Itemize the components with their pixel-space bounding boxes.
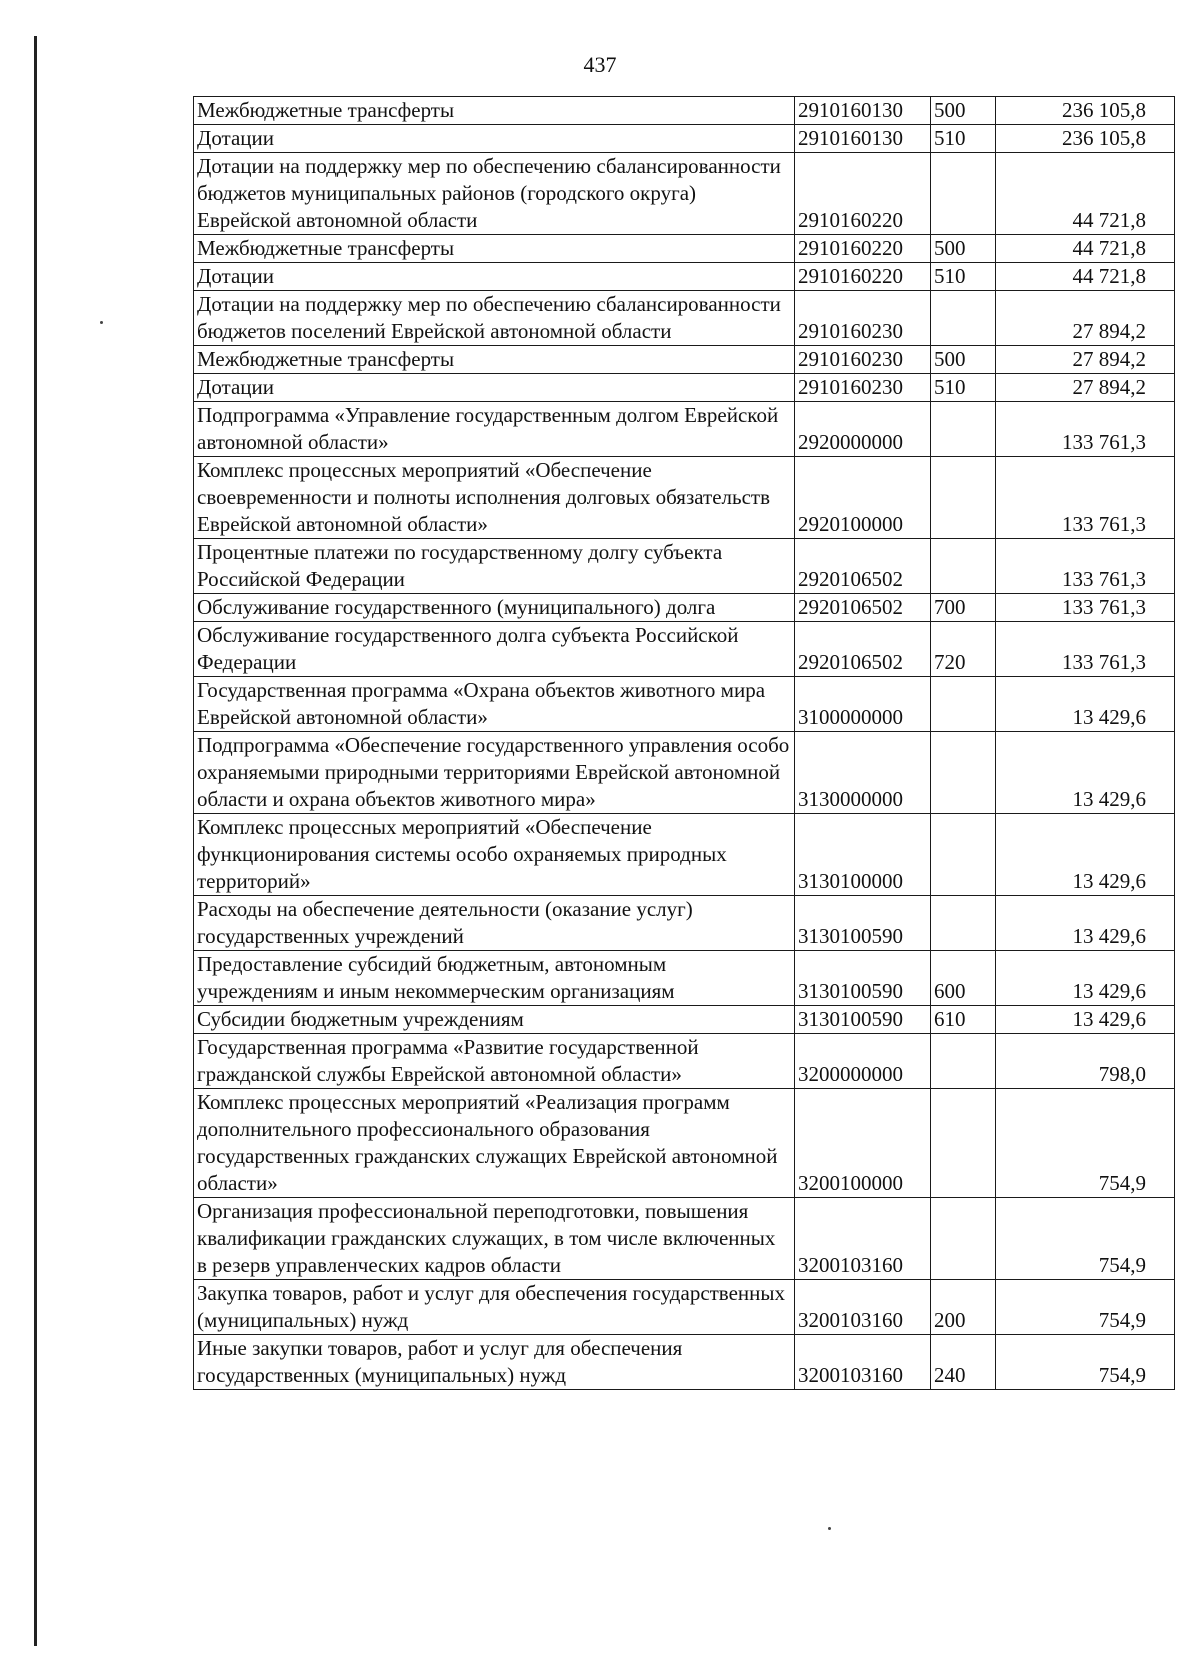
table-row (194, 677, 1175, 732)
amount-cell: 133 761,3 (996, 594, 1175, 622)
expense-type-cell (931, 732, 996, 814)
target-article-code-cell: 3200100000 (795, 1089, 931, 1198)
item-name-cell: Процентные платежи по государственному долгу субъекта Российской Федерации (194, 539, 795, 594)
target-article-code-cell: 3130000000 (795, 732, 931, 814)
budget-allocation-table (193, 96, 1175, 1390)
target-article-code-cell: 2920100000 (795, 457, 931, 539)
target-article-code-cell: 3200103160 (795, 1198, 931, 1280)
amount-cell: 133 761,3 (996, 539, 1175, 594)
target-article-code-cell: 2910160130 (795, 125, 931, 153)
expense-type-cell (931, 291, 996, 346)
amount-cell: 13 429,6 (996, 814, 1175, 896)
item-name-cell: Предоставление субсидий бюджетным, автономным учреждениям и иным некоммерческим организациям (194, 951, 795, 1006)
target-article-code-cell: 2910160220 (795, 153, 931, 235)
amount-cell: 13 429,6 (996, 951, 1175, 1006)
item-name-cell: Подпрограмма «Управление государственным долгом Еврейской автономной области» (194, 402, 795, 457)
amount-cell: 798,0 (996, 1034, 1175, 1089)
target-article-code-cell: 2910160220 (795, 235, 931, 263)
item-name-cell: Дотации на поддержку мер по обеспечению сбалансированности бюджетов поселений Еврейской автономной области (194, 291, 795, 346)
expense-type-cell (931, 814, 996, 896)
expense-type-cell: 500 (931, 97, 996, 125)
item-name-cell: Иные закупки товаров, работ и услуг для обеспечения государственных (муниципальных) нужд (194, 1335, 795, 1390)
item-name-cell: Закупка товаров, работ и услуг для обеспечения государственных (муниципальных) нужд (194, 1280, 795, 1335)
expense-type-cell (931, 1034, 996, 1089)
target-article-code-cell: 2910160130 (795, 97, 931, 125)
item-name-cell: Межбюджетные трансферты (194, 235, 795, 263)
scan-speck (100, 321, 103, 324)
target-article-code-cell: 2910160230 (795, 346, 931, 374)
expense-type-cell (931, 1198, 996, 1280)
amount-cell: 44 721,8 (996, 153, 1175, 235)
amount-cell: 13 429,6 (996, 896, 1175, 951)
amount-cell: 27 894,2 (996, 374, 1175, 402)
expense-type-cell: 500 (931, 235, 996, 263)
table-row (194, 125, 1175, 153)
amount-cell: 133 761,3 (996, 457, 1175, 539)
expense-type-cell: 720 (931, 622, 996, 677)
expense-type-cell (931, 677, 996, 732)
table-row (194, 732, 1175, 814)
item-name-cell: Дотации на поддержку мер по обеспечению сбалансированности бюджетов муниципальных районов (городского округа) Еврейской автономной области (194, 153, 795, 235)
amount-cell: 754,9 (996, 1089, 1175, 1198)
target-article-code-cell: 3130100590 (795, 951, 931, 1006)
item-name-cell: Межбюджетные трансферты (194, 346, 795, 374)
target-article-code-cell: 2920106502 (795, 539, 931, 594)
table-row (194, 263, 1175, 291)
table-row (194, 153, 1175, 235)
expense-type-cell: 500 (931, 346, 996, 374)
table-row (194, 1089, 1175, 1198)
table-row (194, 1198, 1175, 1280)
table-row (194, 402, 1175, 457)
item-name-cell: Подпрограмма «Обеспечение государственного управления особо охраняемыми природными территориями Еврейской автономной области и охрана объектов животного мира» (194, 732, 795, 814)
amount-cell: 133 761,3 (996, 402, 1175, 457)
amount-cell: 44 721,8 (996, 235, 1175, 263)
binding-margin-line (34, 36, 37, 1646)
expense-type-cell: 200 (931, 1280, 996, 1335)
item-name-cell: Комплекс процессных мероприятий «Обеспечение функционирования системы особо охраняемых природных территорий» (194, 814, 795, 896)
item-name-cell: Обслуживание государственного долга субъекта Российской Федерации (194, 622, 795, 677)
target-article-code-cell: 3130100590 (795, 896, 931, 951)
expense-type-cell (931, 153, 996, 235)
table-row (194, 346, 1175, 374)
item-name-cell: Расходы на обеспечение деятельности (оказание услуг) государственных учреждений (194, 896, 795, 951)
expense-type-cell: 700 (931, 594, 996, 622)
item-name-cell: Обслуживание государственного (муниципального) долга (194, 594, 795, 622)
amount-cell: 27 894,2 (996, 291, 1175, 346)
item-name-cell: Организация профессиональной переподготовки, повышения квалификации гражданских служащих, в том числе включенных в резерв управленческих кадров области (194, 1198, 795, 1280)
expense-type-cell (931, 457, 996, 539)
item-name-cell: Субсидии бюджетным учреждениям (194, 1006, 795, 1034)
amount-cell: 133 761,3 (996, 622, 1175, 677)
table-row (194, 374, 1175, 402)
amount-cell: 13 429,6 (996, 677, 1175, 732)
target-article-code-cell: 3130100000 (795, 814, 931, 896)
amount-cell: 754,9 (996, 1198, 1175, 1280)
amount-cell: 44 721,8 (996, 263, 1175, 291)
target-article-code-cell: 3200103160 (795, 1335, 931, 1390)
target-article-code-cell: 2920106502 (795, 622, 931, 677)
target-article-code-cell: 2920000000 (795, 402, 931, 457)
expense-type-cell: 240 (931, 1335, 996, 1390)
expense-type-cell: 600 (931, 951, 996, 1006)
table-body (194, 97, 1175, 1390)
expense-type-cell: 510 (931, 125, 996, 153)
target-article-code-cell: 3100000000 (795, 677, 931, 732)
target-article-code-cell: 3130100590 (795, 1006, 931, 1034)
scan-speck (828, 1527, 831, 1530)
table-row (194, 1006, 1175, 1034)
item-name-cell: Комплекс процессных мероприятий «Обеспечение своевременности и полноты исполнения долговых обязательств Еврейской автономной области» (194, 457, 795, 539)
table-row (194, 235, 1175, 263)
table-row (194, 896, 1175, 951)
table-row (194, 951, 1175, 1006)
expense-type-cell (931, 1089, 996, 1198)
target-article-code-cell: 3200000000 (795, 1034, 931, 1089)
table-row (194, 291, 1175, 346)
item-name-cell: Комплекс процессных мероприятий «Реализация программ дополнительного профессионального образования государственных гражданских служащих Еврейской автономной области» (194, 1089, 795, 1198)
table-row (194, 814, 1175, 896)
item-name-cell: Дотации (194, 374, 795, 402)
expense-type-cell (931, 896, 996, 951)
expense-type-cell: 510 (931, 374, 996, 402)
table-row (194, 539, 1175, 594)
amount-cell: 754,9 (996, 1335, 1175, 1390)
item-name-cell: Государственная программа «Охрана объектов животного мира Еврейской автономной области» (194, 677, 795, 732)
target-article-code-cell: 2910160230 (795, 291, 931, 346)
table-row (194, 1034, 1175, 1089)
table-row (194, 622, 1175, 677)
item-name-cell: Дотации (194, 125, 795, 153)
target-article-code-cell: 2920106502 (795, 594, 931, 622)
amount-cell: 236 105,8 (996, 97, 1175, 125)
item-name-cell: Государственная программа «Развитие государственной гражданской службы Еврейской автономной области» (194, 1034, 795, 1089)
target-article-code-cell: 2910160230 (795, 374, 931, 402)
amount-cell: 13 429,6 (996, 732, 1175, 814)
amount-cell: 27 894,2 (996, 346, 1175, 374)
expense-type-cell (931, 402, 996, 457)
target-article-code-cell: 2910160220 (795, 263, 931, 291)
amount-cell: 754,9 (996, 1280, 1175, 1335)
page-number: 437 (583, 52, 617, 77)
table-row (194, 97, 1175, 125)
table-row (194, 594, 1175, 622)
expense-type-cell: 610 (931, 1006, 996, 1034)
item-name-cell: Межбюджетные трансферты (194, 97, 795, 125)
expense-type-cell: 510 (931, 263, 996, 291)
expense-type-cell (931, 539, 996, 594)
amount-cell: 236 105,8 (996, 125, 1175, 153)
table-row (194, 457, 1175, 539)
table-row (194, 1280, 1175, 1335)
table-row (194, 1335, 1175, 1390)
amount-cell: 13 429,6 (996, 1006, 1175, 1034)
item-name-cell: Дотации (194, 263, 795, 291)
target-article-code-cell: 3200103160 (795, 1280, 931, 1335)
